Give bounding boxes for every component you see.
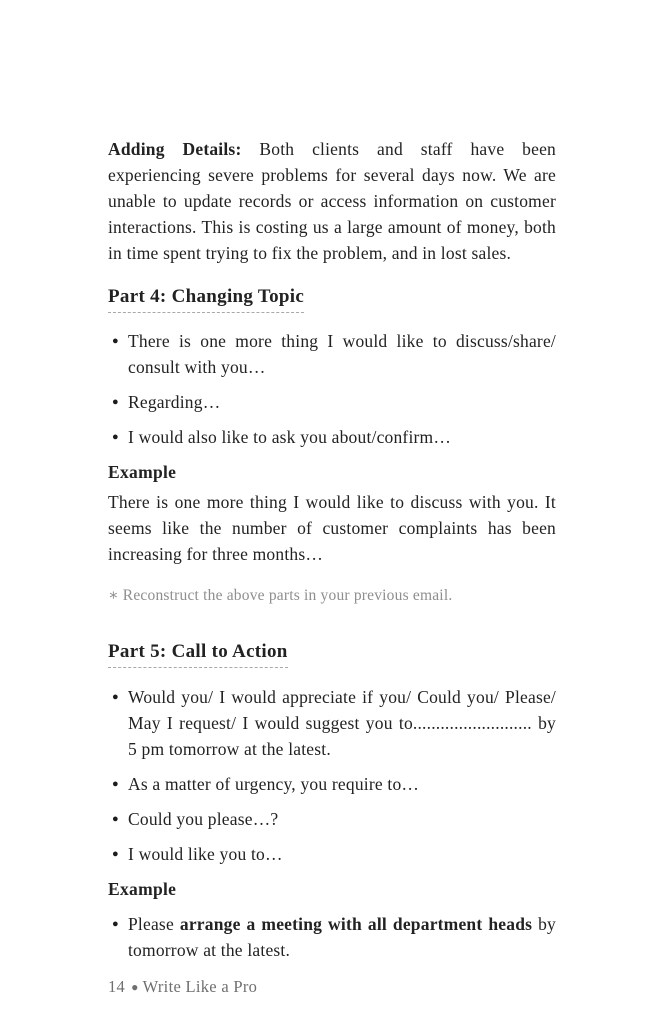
section-spacer bbox=[108, 607, 556, 621]
example-label-part4: Example bbox=[108, 462, 177, 483]
bullet-icon: ● bbox=[112, 917, 119, 930]
bullet-icon: ● bbox=[112, 690, 119, 703]
reconstruct-note: ∗ Reconstruct the above parts in your previous email. bbox=[108, 586, 453, 604]
bullet-text: Would you/ I would appreciate if you/ Could you/ Please/ May I request/ I would suggest you to.......................... by 5 pm tomorrow at the latest. bbox=[128, 686, 556, 759]
bullet-text: I would also like to ask you about/confirm… bbox=[128, 427, 452, 448]
bullet-icon: ● bbox=[112, 335, 119, 348]
list-item bbox=[108, 389, 556, 415]
list-item bbox=[108, 328, 556, 380]
section-heading-part5-text: Part 5: Call to Action bbox=[108, 641, 288, 668]
bullet-text: As a matter of urgency, you require to… bbox=[128, 773, 420, 794]
bullet-icon: ● bbox=[112, 431, 119, 444]
section-heading-part5 bbox=[108, 641, 556, 668]
bullet-icon: ● bbox=[112, 812, 119, 825]
bullet-icon: ● bbox=[112, 777, 119, 790]
list-item bbox=[108, 911, 556, 963]
footer-dot-icon: ● bbox=[131, 979, 139, 994]
intro-paragraph bbox=[108, 136, 556, 266]
bullet-text: Regarding… bbox=[128, 392, 221, 413]
book-title: Write Like a Pro bbox=[142, 976, 258, 996]
list-item bbox=[108, 806, 556, 832]
bullet-text: There is one more thing I would like to discuss/share/ consult with you… bbox=[128, 331, 556, 378]
list-item bbox=[108, 771, 556, 797]
bullet-list-part4 bbox=[108, 328, 556, 450]
section-heading-part4-text: Part 4: Changing Topic bbox=[108, 286, 304, 313]
intro-lead-label: Adding Details: bbox=[108, 138, 242, 159]
bullet-icon: ● bbox=[112, 396, 119, 409]
intro-body-text: Both clients and staff have been experiencing severe problems for several days now. We are unable to update records or access information on customer interactions. This is costing us a large amount of money, both in time spent trying to fix the problem, and in lost sales. bbox=[108, 138, 557, 263]
list-item bbox=[108, 684, 556, 762]
bullet-icon: ● bbox=[112, 847, 119, 860]
bullet-text: I would like you to… bbox=[128, 843, 283, 864]
page-footer bbox=[108, 975, 556, 999]
example-bullet-text bbox=[128, 911, 556, 963]
example-bullet-bold: arrange a meeting with all department heads bbox=[179, 913, 533, 934]
example-paragraph-part4: There is one more thing I would like to discuss with you. It seems like the number of customer complaints has been increasing for three months… bbox=[108, 492, 556, 565]
list-item bbox=[108, 841, 556, 867]
bullet-list-part5 bbox=[108, 684, 556, 867]
list-item bbox=[108, 424, 556, 450]
page-number: 14 bbox=[108, 976, 126, 996]
bullet-text: Could you please…? bbox=[128, 808, 279, 829]
example-bullet-pre: Please bbox=[128, 913, 180, 934]
section-heading-part4 bbox=[108, 286, 556, 313]
example-bullet-list-part5 bbox=[108, 911, 556, 963]
example-bullet-post: by tomorrow at the latest. bbox=[128, 913, 556, 960]
example-label-part5: Example bbox=[108, 878, 177, 899]
